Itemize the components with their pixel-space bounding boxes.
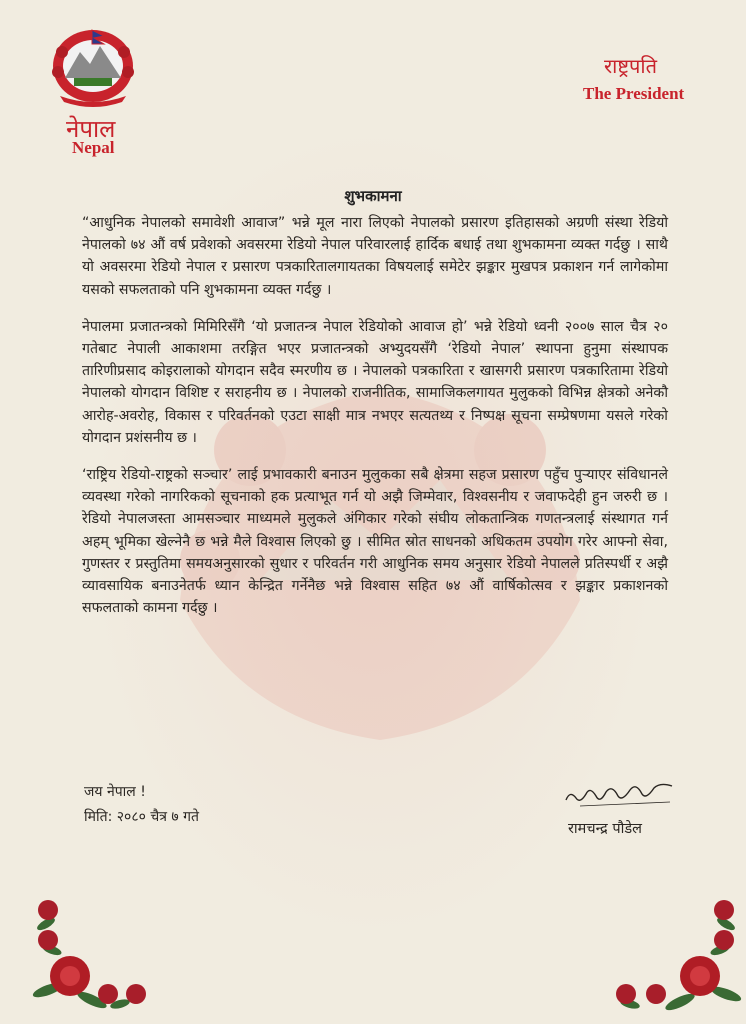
nepal-coat-of-arms-icon: [48, 22, 138, 108]
paragraph-3: ‘राष्ट्रिय रेडियो-राष्ट्रको सञ्चार’ लाई प्रभावकारी बनाउन मुलुकका सबै क्षेत्रमा सहज प्रसारण पहुँच पुऱ्याएर संविधानले व्यवस्था गरेको नागरिकको सूचनाको हक प्रत्याभूत गर्न यो अझै जिम्मेवार, विश्वसनीय र जवाफदेही हुन जरुरी छ । रेडियो नेपालजस्ता आमसञ्चार माध्यमले मुलुकले अंगिकार गरेको संघीय लोकतान्त्रिक गणतन्त्रलाई संस्थागत गर्न अहम् भूमिका खेल्नेनै छ भन्ने मैले विश्वास लिएको छु । सीमित स्रोत साधनको अधिकतम उपयोग गरेर आफ्नो सेवा, गुणस्तर र प्रस्तुतिमा समयअनुसारको सुधार र परिवर्तन गरी आधुनिक समय अनुसार रेडियो नेपालले प्रतिस्पर्धी र अझै व्यावसायिक बनाउनेतर्फ ध्यान केन्द्रित गर्नेनैछ भन्ने विश्वास सहित ७४ औं वार्षिकोत्सव र झङ्कार प्रकाशनको सफलताको कामना गर्दछु ।: [82, 467, 668, 617]
office-title-english: The President: [583, 84, 685, 103]
rhododendron-flower-icon: [28, 890, 188, 1020]
letter-date: मिति: २०८० चैत्र ७ गते: [84, 809, 200, 825]
salutation: जय नेपाल !: [84, 784, 146, 800]
paragraph-2: नेपालमा प्रजातन्त्रको मिमिरिसँगै ‘यो प्रजातन्त्र नेपाल रेडियोको आवाज हो’ भन्ने रेडियो ध्वनी २००७ साल चैत्र २० गतेबाट नेपाली आकाशमा तरङ्गित भएर प्रजातन्त्रको अभ्युदयसँगै ‘रेडियो नेपाल’ स्थापना हुनुमा संस्थापक तारिणीप्रसाद कोइरालाको योगदान सदैव स्मरणीय छ । नेपालको पत्रकारिता र खासगरी प्रसारण पत्रकारितामा रेडियो नेपालको योगदान विशिष्ट र सराहनीय छ । नेपालको राजनीतिक, सामाजिकलगायत मुलुकको विभिन्न क्षेत्रको अनेकौ आरोह-अवरोह, विकास र परिवर्तनको एउटा साक्षी मात्र नभएर सत्यतथ्य र निष्पक्ष सूचना सम्प्रेषणमा यसले गरेको योगदान प्रशंसनीय छ ।: [82, 318, 668, 446]
letter-body: [82, 212, 668, 634]
office-title-devanagari: राष्ट्रपति: [604, 54, 657, 78]
paragraph-1: “आधुनिक नेपालको समावेशी आवाज” भन्ने मूल नारा लिएको नेपालको प्रसारण इतिहासको अग्रणी संस्था रेडियो नेपालको ७४ औं वर्ष प्रवेशको अवसरमा रेडियो नेपाल परिवारलाई हार्दिक बधाई तथा शुभकामना व्यक्त गर्दछु । साथै यो अवसरमा रेडियो नेपाल र प्रसारण पत्रकारितालगायतका विषयलाई समेटेर झङ्कार मुखपत्र प्रकाशन गर्न लागेकोमा यसको सफलताको पनि शुभकामना व्यक्त गर्दछु ।: [82, 215, 668, 298]
rhododendron-flower-icon: [600, 890, 746, 1020]
signatory-name: रामचन्द्र पौडेल: [568, 821, 642, 837]
letter-closing: [84, 780, 199, 830]
country-name-devanagari: नेपाल: [66, 115, 116, 143]
signature-mark: [560, 776, 680, 812]
country-name-english: Nepal: [72, 138, 115, 157]
letter-title: शुभकामना: [344, 187, 402, 205]
